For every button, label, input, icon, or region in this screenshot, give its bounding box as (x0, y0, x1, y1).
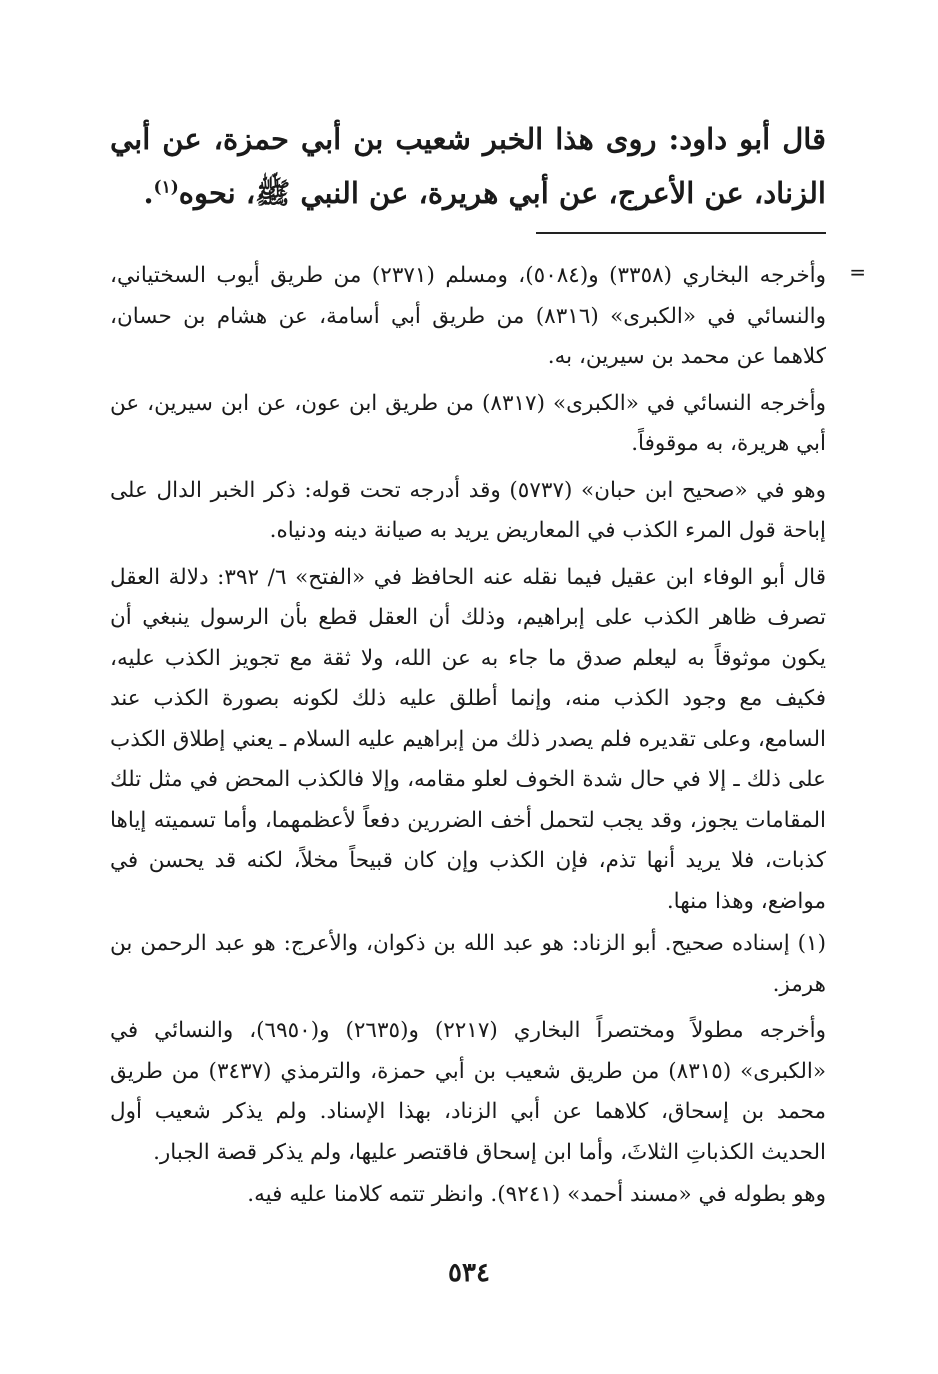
footnotes-section (110, 256, 866, 1218)
footnote-paragraph: وأخرجه مطولاً ومختصراً البخاري (٢٢١٧) و(٢٦٣٥) و(٦٩٥٠)، والنسائي في «الكبرى» (٨٣١٥) من طريق شعيب بن أبي حمزة، والترمذي (٣٤٣٧) من طريق محمد بن إسحاق، كلاهما عن أبي الزناد، بهذا الإسناد. ولم يذكر شعيب أول الحديث الكذباتِ الثلاثَ، وأما ابن إسحاق فاقتصر عليها، ولم يذكر قصة الجبار. (110, 1018, 826, 1165)
page-number: ٥٣٤ (448, 1258, 490, 1288)
main-text-line-1: قال أبو داود: روى هذا الخبر شعيب بن أبي حمزة، عن أبي (110, 122, 826, 156)
footnote-paragraph: وهو بطوله في «مسند أحمد» (٩٢٤١). وانظر تتمه كلامنا عليه فيه. (247, 1182, 826, 1207)
footnote-paragraph: وأخرجه البخاري (٣٣٥٨) و(٥٠٨٤)، ومسلم (٢٣٧١) من طريق أيوب السختياني، والنسائي في «الكبرى» (٨٣١٦) من طريق أبي أسامة، عن هشام بن حسان، كلاهما عن محمد بن سيرين، به. (110, 263, 826, 369)
footnote-reference[interactable]: (١) (153, 177, 179, 198)
footnote-1: (١) إسناده صحيح. أبو الزناد: هو عبد الله بن ذكوان، والأعرج: هو عبد الرحمن بن هرمز. (110, 931, 826, 997)
footnote-paragraph: وهو في «صحيح ابن حبان» (٥٧٣٧) وقد أدرجه تحت قوله: ذكر الخبر الدال على إباحة قول المرء الكذب في المعاريض يريد به صيانة دينه ودنياه. (110, 477, 826, 543)
footnote-separator (536, 232, 826, 234)
footnote-paragraph: قال أبو الوفاء ابن عقيل فيما نقله عنه الحافظ في «الفتح» ٦/ ٣٩٢: دلالة العقل تصرف ظاهر الكذب على إبراهيم، وذلك أن العقل قطع بأن الرسول ينبغي أن يكون موثوقاً به ليعلم صدق ما جاء به عن الله، ولا ثقة مع تجويز الكذب عليه، فكيف مع وجود الكذب منه، وإنما أطلق عليه ذلك لكونه بصورة الكذب عند السامع، وعلى تقديره فلم يصدر ذلك من إبراهيم عليه السلام ـ يعني إطلاق الكذب على ذلك ـ إلا في حال شدة الخوف لعلو مقامه، وإلا فالكذب المحض في مثل تلك المقامات يجوز، وقد يجب لتحمل أخف الضررين دفعاً لأعظمهما، وأما تسميته إياها كذبات، فلا يريد أنها تذم، فإن الكذب وإن كان قبيحاً مخلاً، لكنه قد يحسن في مواضع، وهذا منها. (110, 564, 826, 914)
footnote-paragraph: وأخرجه النسائي في «الكبرى» (٨٣١٧) من طريق ابن عون، عن ابن سيرين، عن أبي هريرة، به موقوفاً. (110, 390, 826, 456)
main-text (110, 112, 826, 220)
main-text-line-2: الزناد، عن الأعرج، عن أبي هريرة، عن النبي ﷺ، نحوه (178, 176, 826, 210)
main-text-end: . (143, 176, 154, 210)
continuation-mark: = (849, 260, 866, 284)
